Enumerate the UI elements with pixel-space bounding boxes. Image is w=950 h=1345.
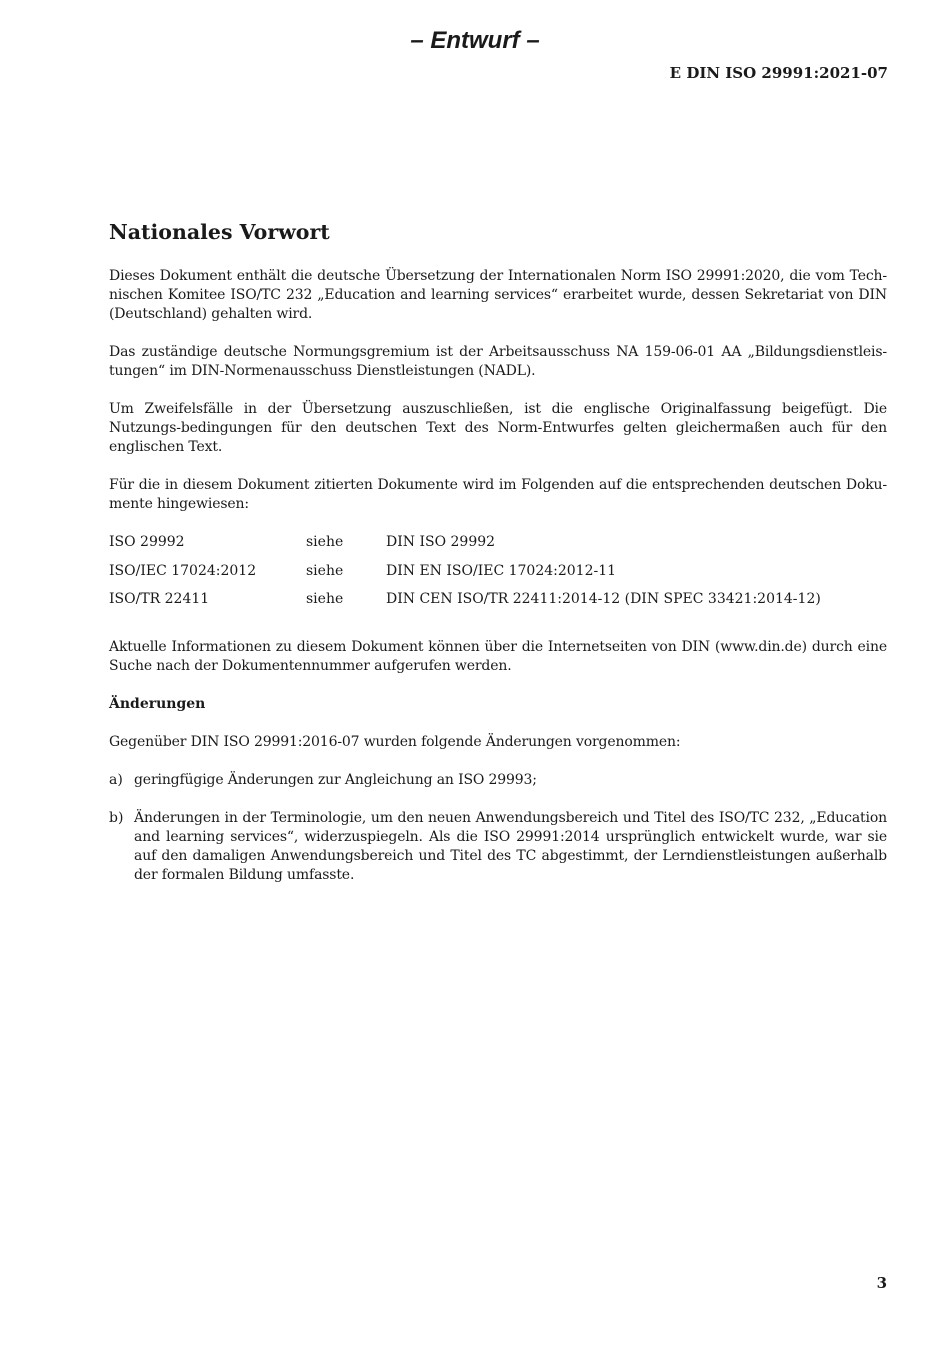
reference-relation: siehe — [306, 562, 344, 579]
section-title: Nationales Vorwort — [109, 220, 330, 244]
changes-intro: Gegenüber DIN ISO 29991:2016-07 wurden folgende Änderungen vorgenommen: — [109, 733, 681, 750]
reference-row — [109, 590, 887, 619]
reference-iso: ISO 29992 — [109, 534, 185, 550]
list-marker: b) — [109, 809, 124, 826]
list-item — [109, 771, 887, 790]
list-marker: a) — [109, 771, 123, 788]
reference-iso: ISO/TR 22411 — [109, 591, 210, 607]
list-text: geringfügige Änderungen zur Angleichung an ISO 29993; — [134, 771, 537, 788]
page-number: 3 — [876, 1274, 887, 1292]
document-id: E DIN ISO 29991:2021-07 — [669, 64, 888, 82]
reference-din: DIN EN ISO/IEC 17024:2012-11 — [386, 562, 617, 579]
reference-row — [109, 562, 887, 591]
reference-table — [109, 533, 887, 619]
paragraph-original-version: Um Zweifelsfälle in der Übersetzung auszuschließen, ist die englische Originalfassung beigefügt. Die Nutzungs-bedingungen für den deutschen Text des Norm-Entwurfes gelten gleichermaßen auch für den englischen Text. — [109, 401, 887, 455]
reference-din: DIN CEN ISO/TR 22411:2014-12 (DIN SPEC 33421:2014-12) — [386, 591, 821, 607]
changes-title: Änderungen — [109, 695, 206, 712]
paragraph-information: Aktuelle Informationen zu diesem Dokument können über die Internetseiten von DIN (www.din.de) durch eine Suche nach der Dokumentennummer aufgerufen werden. — [109, 638, 887, 674]
reference-relation: siehe — [306, 534, 344, 550]
main-content — [109, 218, 887, 904]
reference-din: DIN ISO 29992 — [386, 534, 496, 550]
list-text: Änderungen in der Terminologie, um den neuen Anwendungsbereich und Titel des ISO/TC 232, „Education and learning services“, widerzuspiegeln. Als die ISO 29991:2014 ursprünglich entwickelt wurde, war sie auf den damaligen Anwendungsbereich und Titel des TC abgestimmt, der Lerndienstleistungen außerhalb der formalen Bildung umfasste. — [134, 809, 887, 883]
list-item — [109, 809, 887, 885]
reference-row — [109, 533, 887, 562]
reference-iso: ISO/IEC 17024:2012 — [109, 562, 257, 579]
draft-mark: – Entwurf – — [410, 27, 540, 54]
reference-relation: siehe — [306, 591, 344, 607]
paragraph-translation: Dieses Dokument enthält die deutsche Übersetzung der Internationalen Norm ISO 29991:2020, die vom Tech-nischen Komitee ISO/TC 232 „Education and learning services“ erarbeitet wurde, dessen Sekretariat von DIN (Deutschland) gehalten wird. — [109, 268, 887, 322]
paragraph-committee: Das zuständige deutsche Normungsgremium ist der Arbeitsausschuss NA 159-06-01 AA „Bildungsdienstleis-tungen“ im DIN-Normenausschuss Dienstleistungen (NADL). — [109, 344, 887, 379]
paragraph-references-intro: Für die in diesem Dokument zitierten Dokumente wird im Folgenden auf die entsprechenden deutschen Doku-mente hingewiesen: — [109, 477, 887, 512]
